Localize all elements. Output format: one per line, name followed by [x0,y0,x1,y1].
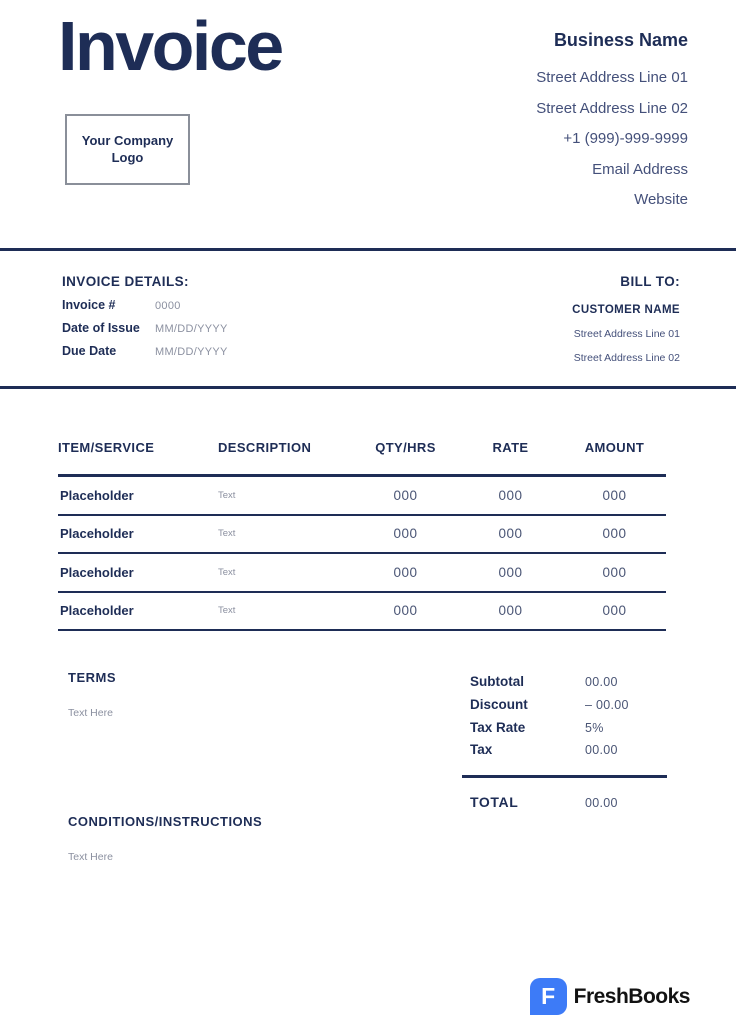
company-logo-line1: Your Company [81,132,174,148]
freshbooks-logo-icon [530,978,567,1015]
col-header-rate: RATE [492,440,529,455]
invoice-number-row [62,298,228,312]
business-email: Email Address [592,160,688,178]
invoice-title: Invoice [58,7,282,85]
business-phone: +1 (999)-999-9999 [563,130,688,147]
row-item-name: Placeholder [60,526,134,542]
invoice-details-heading: INVOICE DETAILS: [62,274,189,289]
row-amount: 000 [602,487,627,503]
due-date-value: MM/DD/YYYY [155,346,228,358]
company-logo-text [82,133,174,167]
business-website: Website [634,191,688,208]
row-description: Text [218,528,236,540]
terms-heading: TERMS [68,670,116,685]
freshbooks-brand [530,978,690,1015]
row-item-name: Placeholder [60,603,134,619]
customer-name: CUSTOMER NAME [572,304,680,316]
row-description: Text [218,489,236,501]
conditions-section [68,814,262,863]
table-row [58,593,666,632]
table-row [58,554,666,593]
totals-divider [462,775,667,778]
invoice-details-section [62,274,228,358]
due-date-label: Due Date [62,344,117,358]
table-row [58,477,666,516]
col-header-qty-hrs: QTY/HRS [375,440,436,455]
discount-value: – 00.00 [585,697,629,712]
total-value: 00.00 [585,796,618,811]
items-table-header [58,432,666,477]
date-of-issue-row [62,321,228,335]
date-of-issue-label: Date of Issue [62,321,140,335]
row-amount: 000 [602,603,627,619]
divider-bottom [0,386,736,389]
tax-rate-value: 5% [585,720,604,735]
invoice-number-value: 0000 [155,300,181,312]
company-logo-placeholder [65,114,190,185]
business-info [536,30,688,216]
col-header-amount: AMOUNT [584,440,645,455]
conditions-body: Text Here [68,851,113,863]
terms-section [68,670,116,719]
date-of-issue-value: MM/DD/YYYY [155,323,228,335]
company-logo-line2: Logo [111,149,144,165]
customer-address-line-2: Street Address Line 02 [573,352,680,364]
terms-body: Text Here [68,707,113,719]
total-label: TOTAL [470,794,519,811]
tax-row [462,742,667,765]
row-amount: 000 [602,564,627,580]
tax-value: 00.00 [585,743,618,758]
business-address-line-1: Street Address Line 01 [536,69,688,86]
due-date-row [62,344,228,358]
row-qty: 000 [393,526,418,542]
items-table [58,432,666,631]
row-description: Text [218,605,236,617]
freshbooks-wordmark: FreshBooks [573,984,690,1008]
row-qty: 000 [393,603,418,619]
divider-top [0,248,736,251]
row-rate: 000 [498,603,523,619]
totals-section [462,674,667,810]
conditions-heading: CONDITIONS/INSTRUCTIONS [68,814,263,829]
row-amount: 000 [602,526,627,542]
tax-label: Tax [470,742,493,758]
bill-to-heading: BILL TO: [620,274,680,289]
business-address-line-2: Street Address Line 02 [536,99,688,117]
discount-label: Discount [470,696,528,712]
row-item-name: Placeholder [60,564,134,580]
subtotal-row [462,674,667,697]
total-row [462,794,667,810]
invoice-number-label: Invoice # [62,298,116,312]
subtotal-value: 00.00 [585,675,618,689]
row-rate: 000 [498,564,523,580]
col-header-item-service: ITEM/SERVICE [58,440,155,455]
col-header-description: DESCRIPTION [218,440,312,455]
row-rate: 000 [498,526,523,542]
discount-row [462,697,667,720]
row-item-name: Placeholder [60,487,134,503]
tax-rate-row [462,720,667,743]
bill-to-section [572,274,680,364]
table-row [58,516,666,555]
customer-address-line-1: Street Address Line 01 [573,328,680,340]
row-qty: 000 [393,487,418,503]
subtotal-label: Subtotal [470,674,524,689]
business-name: Business Name [553,30,688,50]
row-description: Text [218,566,236,578]
freshbooks-logo-letter: F [541,983,556,1009]
row-qty: 000 [393,564,418,580]
tax-rate-label: Tax Rate [470,719,526,735]
row-rate: 000 [498,487,523,503]
